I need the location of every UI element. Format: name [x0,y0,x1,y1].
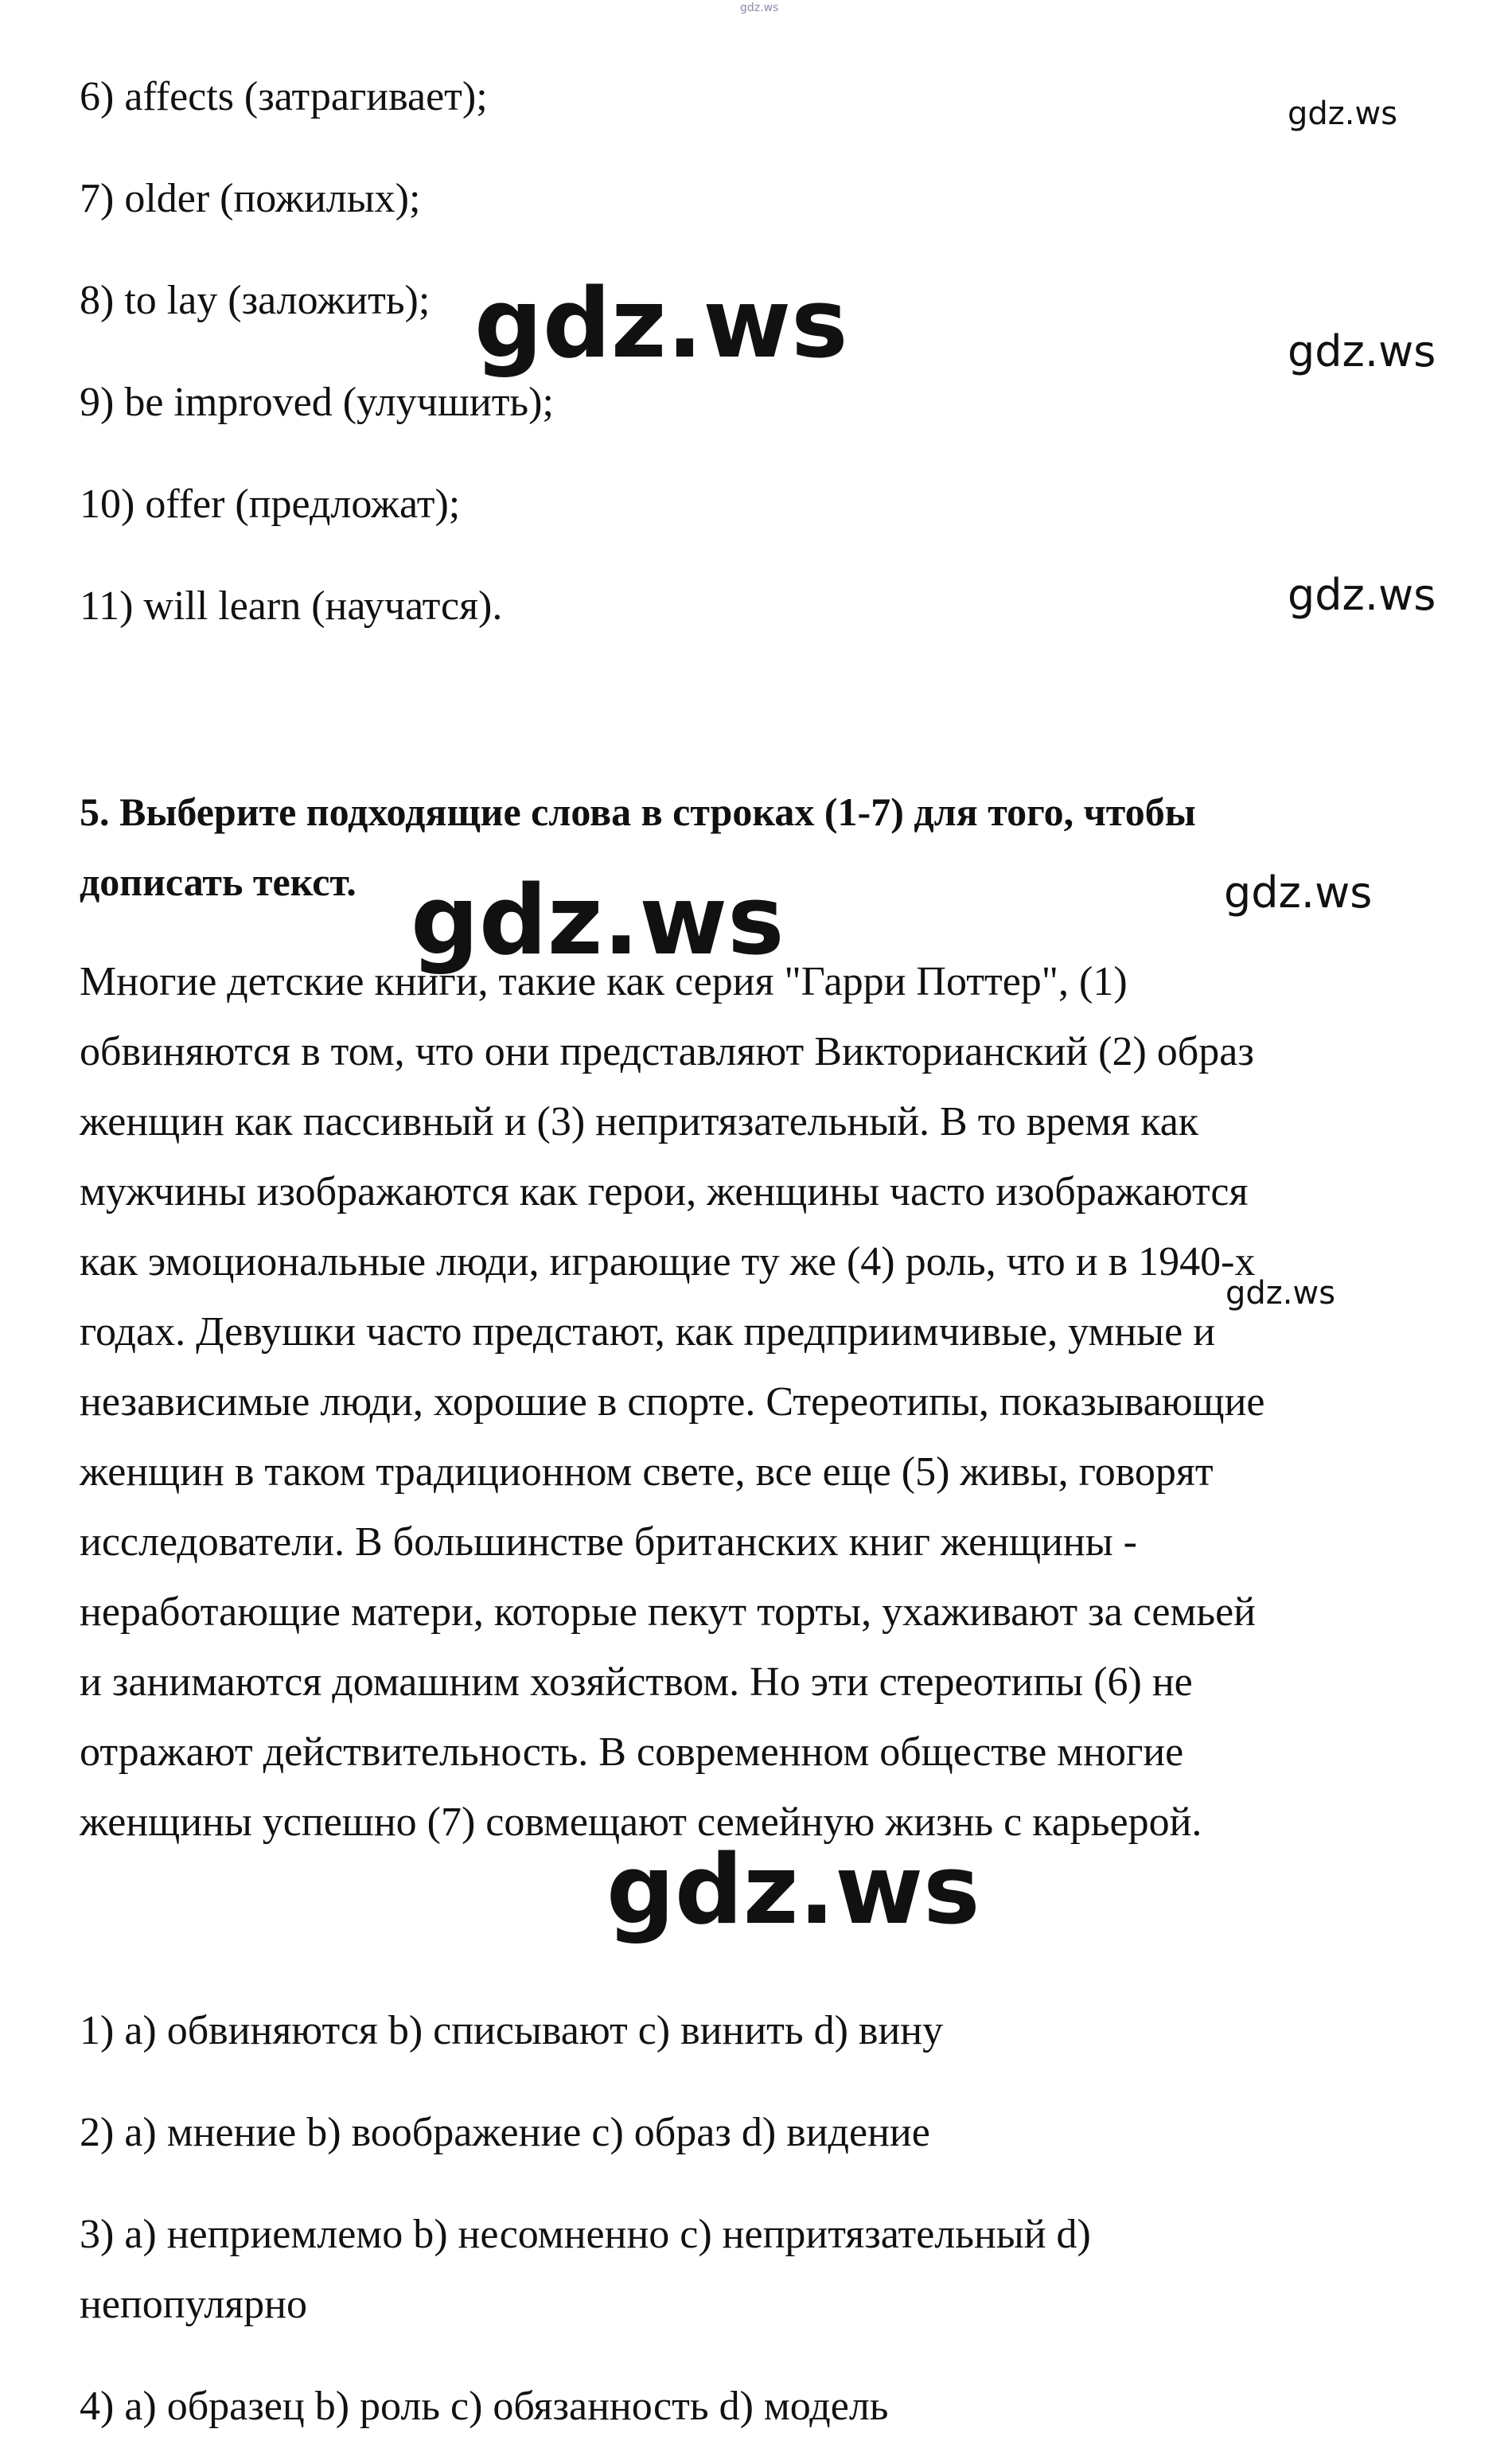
text-line: независимые люди, хорошие в спорте. Стереотипы, показывающие [80,1379,1265,1425]
watermark: gdz.ws [1288,570,1436,620]
text-line: мужчины изображаются как герои, женщины часто изображаются [80,1169,1249,1214]
watermark: gdz.ws [474,269,848,380]
watermark: gdz.ws [411,866,785,977]
text-line: отражают действительность. В современном обществе многие [80,1729,1184,1775]
watermark: gdz.ws [1225,1275,1336,1312]
watermark: gdz.ws [1288,96,1398,132]
answer-item: 11) will learn (научатся). [80,583,503,629]
task-heading-line: 5. Выберите подходящие слова в строках (1-7) для того, чтобы [80,789,1196,834]
text-line: Многие детские книги, такие как серия "Гарри Поттер", (1) [80,959,1128,1004]
answer-item: 9) be improved (улучшить); [80,380,554,425]
option-line: 3) a) неприемлемо b) несомненно c) непритязательный d) непопулярно [80,2212,1091,2327]
option-line: 4) a) образец b) роль c) обязанность d) модель [80,2384,889,2429]
option-line: 1) a) обвиняются b) списывают c) винить d) вину [80,2008,944,2053]
text-line: обвиняются в том, что они представляют Викторианский (2) образ [80,1029,1254,1074]
watermark: gdz.ws [1224,867,1373,918]
text-line: женщин как пассивный и (3) непритязательный. В то время как [80,1099,1199,1144]
option-line: 2) a) мнение b) воображение c) образ d) видение [80,2110,930,2155]
answer-item: 7) older (пожилых); [80,176,421,221]
task-text [80,947,1448,1858]
text-line: и занимаются домашним хозяйством. Но эти стереотипы (6) не [80,1659,1193,1705]
watermark-top: gdz.ws [740,2,779,14]
answer-item: 8) to lay (заложить); [80,278,431,323]
text-line: годах. Девушки часто предстают, как предприимчивые, умные и [80,1309,1216,1355]
text-line: как эмоциональные люди, играющие ту же (4) роль, что и в 1940-х [80,1239,1256,1285]
text-line: исследователи. В большинстве британских книг женщины - [80,1519,1137,1565]
watermark: gdz.ws [606,1835,980,1946]
answer-item: 10) offer (предложат); [80,481,461,527]
text-line: женщины успешно (7) совмещают семейную жизнь с карьерой. [80,1799,1202,1845]
answer-item: 6) affects (затрагивает); [80,74,488,119]
task-heading-line: дописать текст. [80,860,357,904]
text-line: неработающие матери, которые пекут торты, ухаживают за семьей [80,1589,1257,1635]
text-line: женщин в таком традиционном свете, все еще (5) живы, говорят [80,1449,1214,1495]
watermark: gdz.ws [1288,326,1436,376]
